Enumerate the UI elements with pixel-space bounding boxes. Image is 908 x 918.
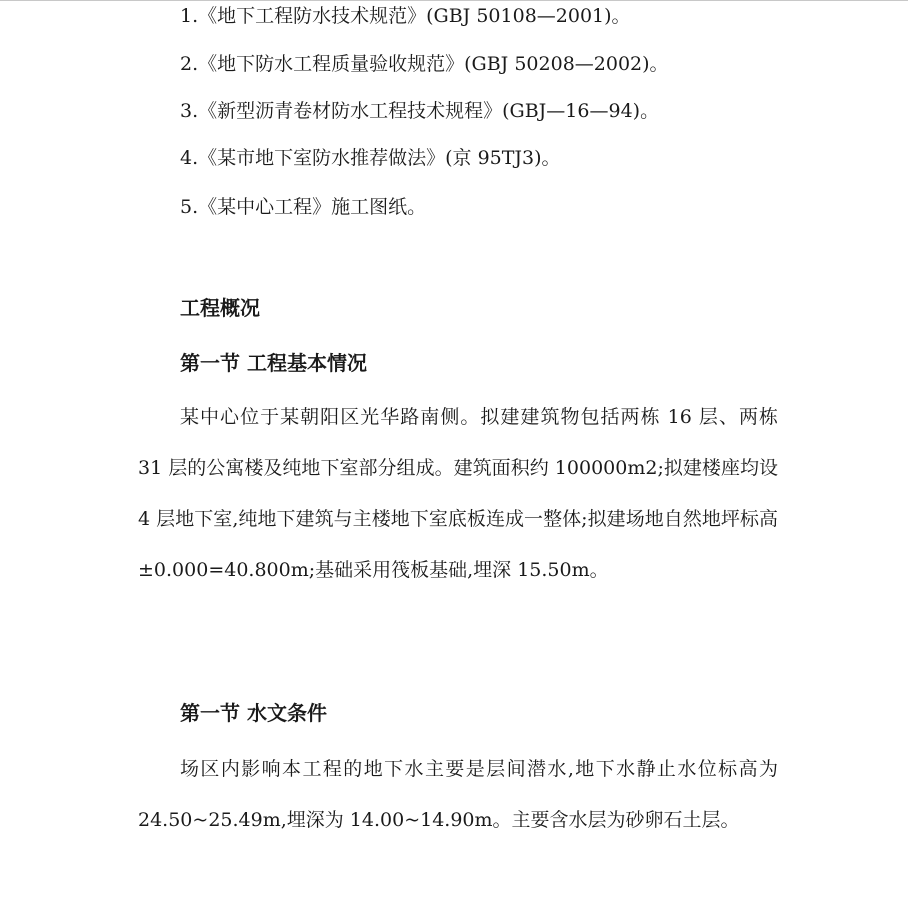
section-2-body: 场区内影响本工程的地下水主要是层间潜水,地下水静止水位标高为 24.50~25.49m,埋深为 14.00~14.90m。主要含水层为砂卵石土层。 [138, 758, 778, 831]
reference-item-1: 1.《地下工程防水技术规范》(GBJ 50108—2001)。 [180, 5, 631, 27]
reference-item-4: 4.《某市地下室防水推荐做法》(京 95TJ3)。 [180, 147, 561, 169]
reference-item-2: 2.《地下防水工程质量验收规范》(GBJ 50208—2002)。 [180, 53, 669, 75]
section-1-body: 某中心位于某朝阳区光华路南侧。拟建建筑物包括两栋 16 层、两栋 31 层的公寓楼及纯地下室部分组成。建筑面积约 100000m2;拟建楼座均设 4 层地下室,纯地下建筑与主楼地下室底板连成一整体;拟建场地自然地坪标高±0.000=40.800m;基础采用筏板基础,埋深 15.50m。 [138, 406, 778, 581]
reference-item-5: 5.《某中心工程》施工图纸。 [180, 196, 427, 218]
reference-item-3: 3.《新型沥青卷材防水工程技术规程》(GBJ—16—94)。 [180, 100, 660, 122]
section-2-title: 第一节 水文条件 [180, 701, 327, 725]
chapter-title: 工程概况 [180, 296, 260, 320]
section-1-title: 第一节 工程基本情况 [180, 351, 367, 375]
page-top-border [0, 0, 908, 1]
